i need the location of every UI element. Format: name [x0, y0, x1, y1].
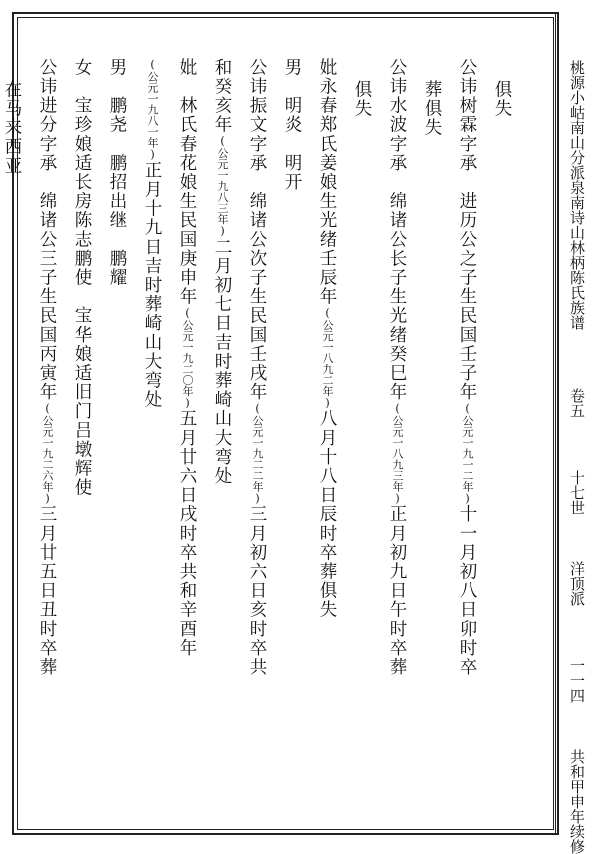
branch-label: 洋顶派 — [568, 561, 586, 606]
generation-label: 十七世 — [568, 470, 586, 515]
page-header — [562, 60, 592, 854]
text-column-5: 俱失 — [352, 80, 372, 119]
text-column-10: 妣 林氏春花娘生民国庚申年(公元一九二〇年)五月廿六日戌时卒共和辛酉年 — [177, 58, 197, 658]
header-divider — [555, 12, 556, 833]
text-column-6: 妣永春郑氏姜娘生光绪壬辰年(公元一八九二年)八月十八日辰时卒葬俱失 — [317, 58, 337, 620]
text-column-11: (公元一九八一年)正月十九日吉时葬崎山大弯处 — [142, 58, 162, 410]
book-title: 桃源小岵南山分派泉南诗山林柄陈氏族谱 — [568, 60, 586, 330]
page-number: 一一四 — [568, 658, 586, 703]
text-column-15: 在马来西亚 — [2, 80, 22, 176]
text-column-1: 俱失 — [492, 80, 512, 119]
text-column-12: 男 鹏尧 鹏招出继 鹏耀 — [107, 58, 127, 288]
text-column-4: 公讳水波字承 绵诸公长子生光绪癸巳年(公元一八九三年)正月初九日午时卒葬 — [387, 58, 407, 677]
text-column-13: 女 宝珍娘适长房陈志鹏使 宝华娘适旧门吕墩辉使 — [72, 58, 92, 498]
text-column-9: 和癸亥年(公元一九八三年)二月初七日吉时葬崎山大弯处 — [212, 58, 232, 486]
text-column-3: 葬俱失 — [422, 80, 442, 138]
text-column-14: 公讳进分字承 绵诸公三子生民国丙寅年(公元一九二六年)三月廿五日丑时卒葬 — [37, 58, 57, 677]
volume-label: 卷五 — [568, 388, 586, 418]
text-column-2: 公讳树霖字承 进历公之子生民国壬子年(公元一九一二年)十一月初八日卯时卒 — [457, 58, 477, 677]
text-column-7: 男 明炎 明开 — [282, 58, 302, 192]
text-column-8: 公讳振文字承 绵诸公次子生民国壬戌年(公元一九二二年)三月初六日亥时卒共 — [247, 58, 267, 677]
edition-label: 共和甲申年续修 — [568, 749, 586, 854]
